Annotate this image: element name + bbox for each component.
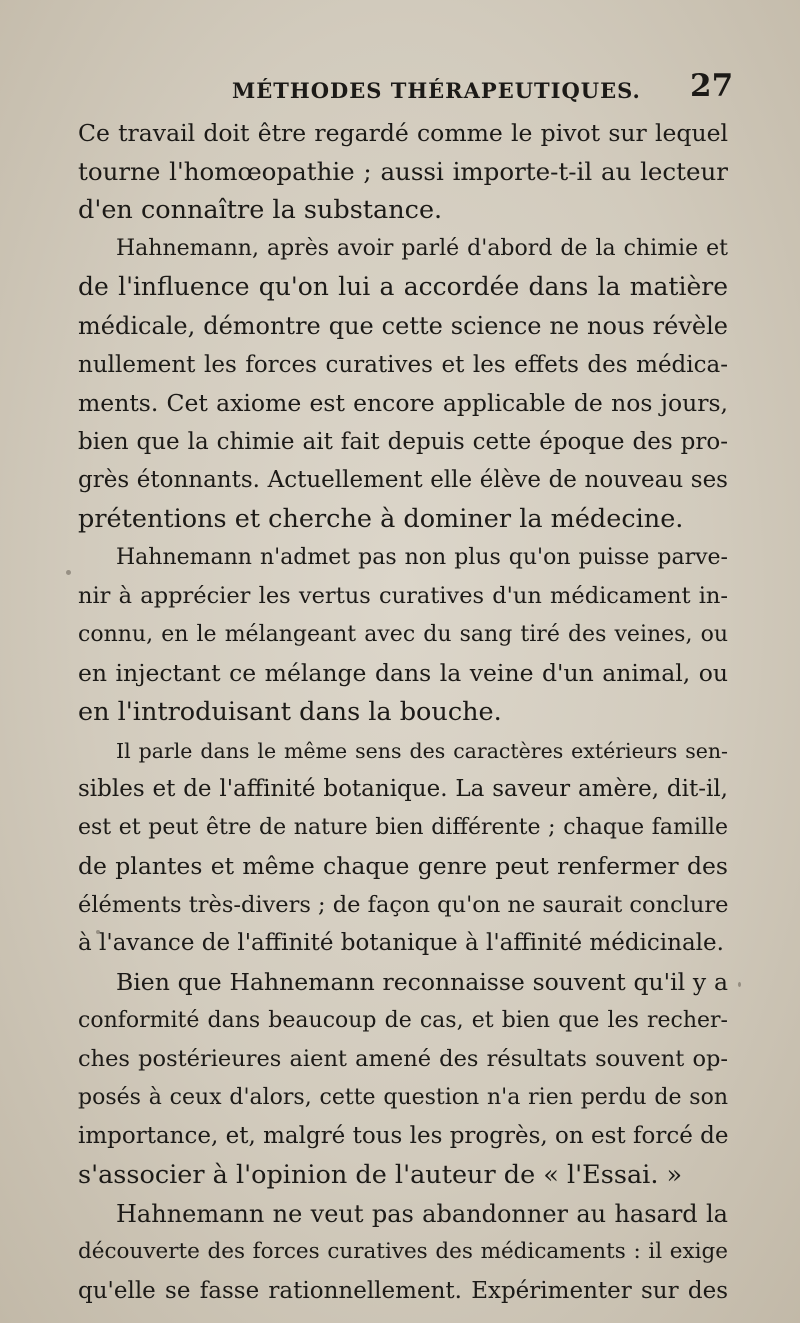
paragraph-first-line: Hahnemann, après avoir parlé d'abord de la chimie et — [116, 235, 728, 261]
text-line: est et peut être de nature bien différente ; chaque famille — [78, 814, 728, 840]
paragraph-first-line: Bien que Hahnemann reconnaisse souvent qu'il y a — [116, 968, 728, 997]
text-line: Ce travail doit être regardé comme le pivot sur lequel — [78, 119, 728, 147]
paragraph-first-line: Hahnemann ne veut pas abandonner au hasard la — [116, 1199, 728, 1228]
body-text — [78, 114, 728, 1310]
text-line: prétentions et cherche à dominer la médecine. — [78, 503, 684, 534]
text-line: conformité dans beaucoup de cas, et bien que les recher- — [78, 1007, 728, 1033]
text-line: connu, en le mélangeant avec du sang tiré des veines, ou — [78, 621, 728, 647]
running-head — [0, 68, 800, 108]
text-line: bien que la chimie ait fait depuis cette époque des pro- — [78, 428, 728, 455]
text-line: ches postérieures aient amené des résultats souvent op- — [78, 1046, 728, 1073]
page-number: 27 — [690, 68, 734, 104]
text-line: en l'introduisant dans la bouche. — [78, 696, 502, 727]
text-line: nullement les forces curatives et les effets des médica- — [78, 351, 728, 378]
text-line: grès étonnants. Actuellement elle élève de nouveau ses — [78, 467, 728, 494]
text-line: tourne l'homœopathie ; aussi importe-t-il au lecteur — [78, 156, 728, 186]
text-line: sibles et de l'affinité botanique. La saveur amère, dit-il, — [78, 776, 728, 803]
paragraph-first-line: Il parle dans le même sens des caractères extérieurs sen- — [116, 738, 728, 763]
text-line: qu'elle se fasse rationnellement. Expérimenter sur des — [78, 1277, 728, 1304]
text-line: nir à apprécier les vertus curatives d'un médicament in- — [78, 583, 728, 610]
text-line: s'associer à l'opinion de l'auteur de « l'Essai. » — [78, 1160, 683, 1191]
text-line: en injectant ce mélange dans la veine d'un animal, ou — [78, 659, 728, 688]
text-line: importance, et, malgré tous les progrès, on est forcé de — [78, 1123, 729, 1150]
text-line: éléments très-divers ; de façon qu'on ne saurait conclure — [78, 891, 729, 918]
text-line: à l'avance de l'affinité botanique à l'affinité médicinale. — [78, 930, 724, 957]
text-line: de plantes et même chaque genre peut renfermer des — [78, 852, 728, 881]
paragraph-first-line: Hahnemann n'admet pas non plus qu'on puisse parve- — [116, 544, 728, 570]
running-title: MÉTHODES THÉRAPEUTIQUES. — [232, 78, 641, 103]
text-line: découverte des forces curatives des médicaments : il exige — [78, 1239, 728, 1265]
text-line: de l'influence qu'on lui a accordée dans la matière — [78, 272, 728, 302]
text-line: ments. Cet axiome est encore applicable de nos jours, — [78, 389, 728, 418]
paper-speck — [66, 570, 71, 575]
paper-speck — [738, 982, 741, 987]
text-line: d'en connaître la substance. — [78, 195, 443, 226]
text-line: médicale, démontre que cette science ne nous révèle — [78, 311, 728, 340]
text-line: posés à ceux d'alors, cette question n'a rien perdu de son — [78, 1084, 728, 1110]
